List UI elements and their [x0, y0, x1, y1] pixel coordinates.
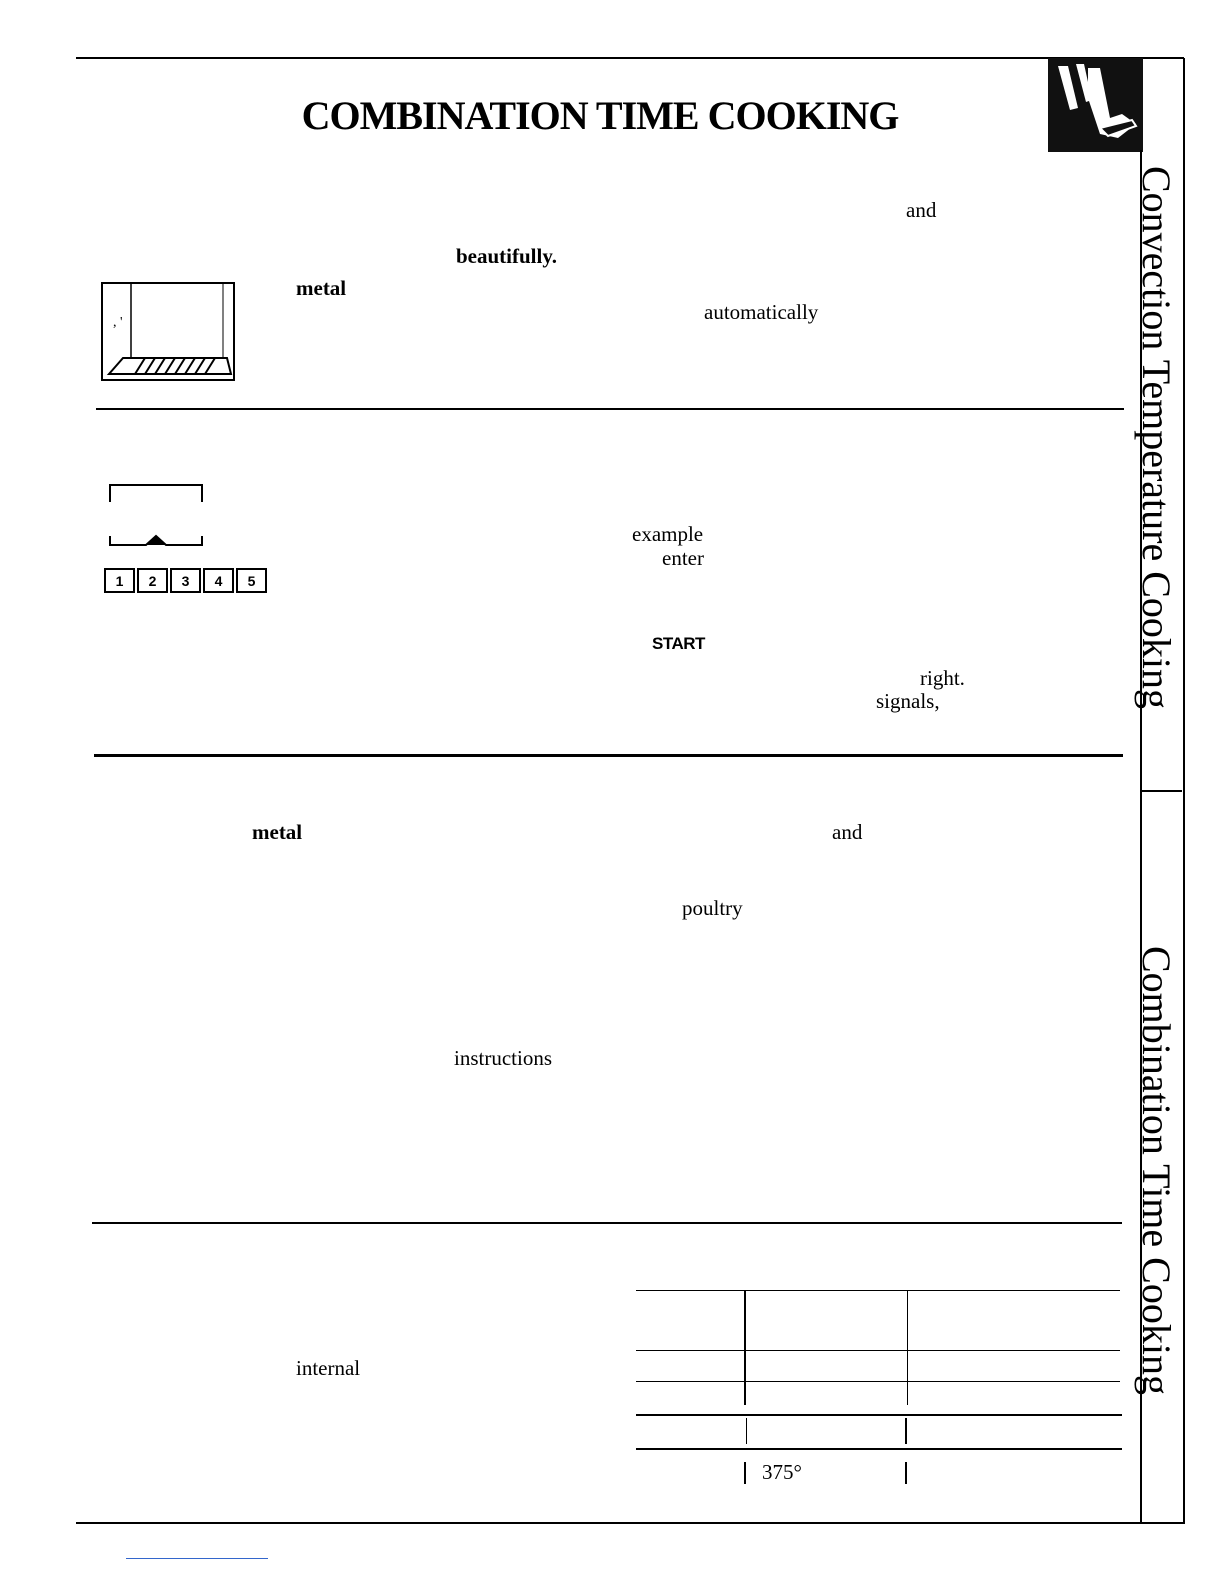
start-label: START — [652, 634, 705, 653]
svg-text:, ': , ' — [113, 315, 123, 330]
table-row-rule-4 — [636, 1448, 1122, 1450]
side-tab-right-border — [1183, 58, 1185, 1524]
word-poultry: poultry — [682, 896, 743, 920]
oven-rack-icon — [101, 282, 235, 382]
word-and-2: and — [832, 820, 863, 844]
key-4[interactable]: 4 — [203, 568, 234, 593]
footer-underline — [126, 1558, 268, 1559]
key-1[interactable]: 1 — [104, 568, 135, 593]
side-tab-separator — [1140, 790, 1182, 792]
table-row-rule-1 — [636, 1350, 1120, 1351]
word-beautifully: beautifully. — [456, 244, 557, 268]
word-metal-2: metal — [252, 820, 303, 844]
section-divider-3 — [92, 1222, 1122, 1224]
table-col-line-2 — [907, 1291, 908, 1405]
key-2[interactable]: 2 — [137, 568, 168, 593]
word-instructions: instructions — [454, 1046, 552, 1070]
word-enter: enter — [662, 546, 704, 570]
word-right: right. — [920, 666, 965, 690]
table-top-rule — [636, 1290, 1120, 1291]
word-and: and — [906, 198, 937, 222]
key-5[interactable]: 5 — [236, 568, 267, 593]
word-automatically: automatically — [704, 300, 819, 324]
section-divider-2 — [94, 754, 1123, 757]
word-example: example — [632, 522, 704, 546]
side-tab-convection-temperature-cooking[interactable]: Convection Temperature Cooking — [1134, 166, 1179, 710]
table-col-tick-2a — [905, 1418, 907, 1444]
section-divider-1 — [96, 408, 1124, 410]
word-signals: signals, — [876, 689, 940, 713]
page-title: COMBINATION TIME COOKING — [301, 93, 899, 138]
bottom-rule — [76, 1522, 1184, 1524]
top-rule — [76, 57, 1184, 59]
table-col-tick-1a — [746, 1418, 747, 1444]
table-col-line-1 — [744, 1291, 746, 1405]
word-internal: internal — [296, 1356, 361, 1380]
table-col-tick-1b — [744, 1462, 746, 1484]
number-keypad — [104, 568, 267, 593]
table-col-tick-2b — [905, 1462, 907, 1484]
word-metal: metal — [296, 276, 347, 300]
key-3[interactable]: 3 — [170, 568, 201, 593]
table-cell-temperature: 375° — [762, 1460, 802, 1484]
display-window-icon — [108, 482, 204, 550]
side-tab-combination-time-cooking[interactable]: Combination Time Cooking — [1134, 946, 1179, 1395]
table-row-rule-3 — [636, 1414, 1122, 1416]
table-row-rule-2 — [636, 1381, 1120, 1382]
